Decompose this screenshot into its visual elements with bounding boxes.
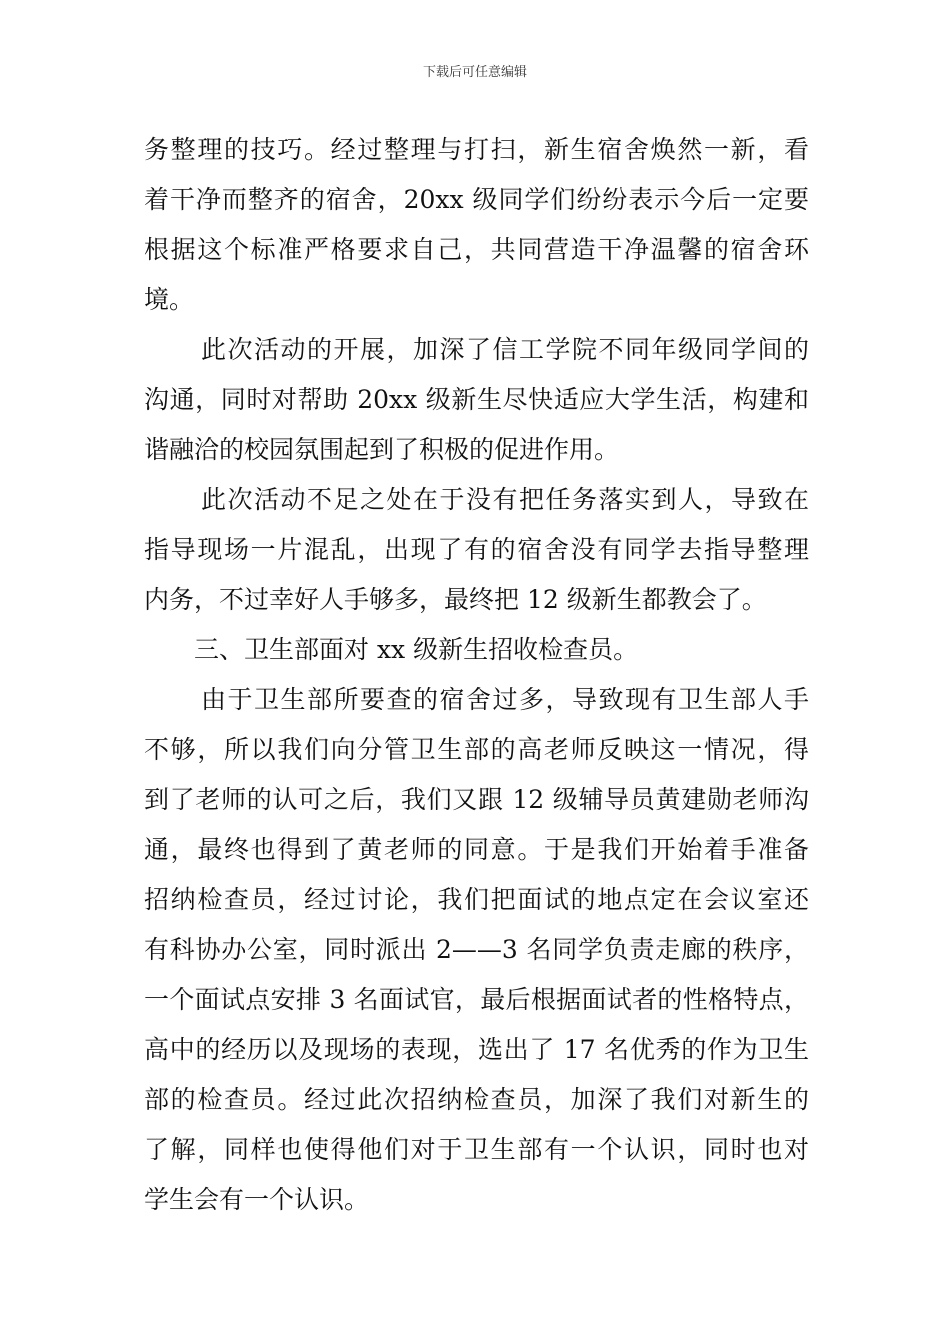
text-line: 有科协办公室，同时派出 2——3 名同学负责走廊的秩序， <box>144 935 809 964</box>
page-header: 下载后可任意编辑 <box>422 65 527 80</box>
text-line: 此次活动的开展，加深了信工学院不同年级同学间的 <box>201 335 809 364</box>
paragraph-dormitory-cleanup-result <box>144 125 809 325</box>
text-line: 指导现场一片混乱，出现了有的宿舍没有同学去指导整理 <box>144 535 809 564</box>
text-line: 沟通，同时对帮助 20xx 级新生尽快适应大学生活，构建和 <box>144 385 809 414</box>
text-line: 此次活动不足之处在于没有把任务落实到人，导致在 <box>201 485 809 514</box>
text-line: 根据这个标准严格要求自己，共同营造干净温馨的宿舍环 <box>144 235 809 264</box>
text-line: 由于卫生部所要查的宿舍过多，导致现有卫生部人手 <box>201 685 809 714</box>
text-line: 境。 <box>144 285 195 314</box>
text-line: 了解，同样也使得他们对于卫生部有一个认识，同时也对 <box>144 1135 809 1164</box>
paragraph-activity-impact <box>144 325 809 475</box>
text-line: 内务，不过幸好人手够多，最终把 12 级新生都教会了。 <box>144 585 767 614</box>
section-heading: 三、卫生部面对 xx 级新生招收检查员。 <box>194 635 639 664</box>
text-line: 部的检查员。经过此次招纳检查员，加深了我们对新生的 <box>144 1085 809 1114</box>
text-line: 通，最终也得到了黄老师的同意。于是我们开始着手准备 <box>144 835 809 864</box>
text-line: 学生会有一个认识。 <box>144 1185 370 1214</box>
text-line: 着干净而整齐的宿舍，20xx 级同学们纷纷表示今后一定要 <box>144 185 809 214</box>
text-line: 一个面试点安排 3 名面试官，最后根据面试者的性格特点， <box>144 985 809 1014</box>
text-line: 招纳检查员，经过讨论，我们把面试的地点定在会议室还 <box>144 885 809 914</box>
paragraph-activity-shortcomings <box>144 475 809 625</box>
section-heading-recruit-inspectors <box>144 625 809 675</box>
text-line: 谐融洽的校园氛围起到了积极的促进作用。 <box>144 435 620 464</box>
paragraph-inspector-recruitment <box>144 675 809 1225</box>
text-line: 高中的经历以及现场的表现，选出了 17 名优秀的作为卫生 <box>144 1035 809 1064</box>
text-line: 到了老师的认可之后，我们又跟 12 级辅导员黄建勋老师沟 <box>144 785 809 814</box>
text-line: 不够，所以我们向分管卫生部的高老师反映这一情况，得 <box>144 735 809 764</box>
document-body <box>144 125 809 1225</box>
text-line: 务整理的技巧。经过整理与打扫，新生宿舍焕然一新，看 <box>144 135 809 164</box>
